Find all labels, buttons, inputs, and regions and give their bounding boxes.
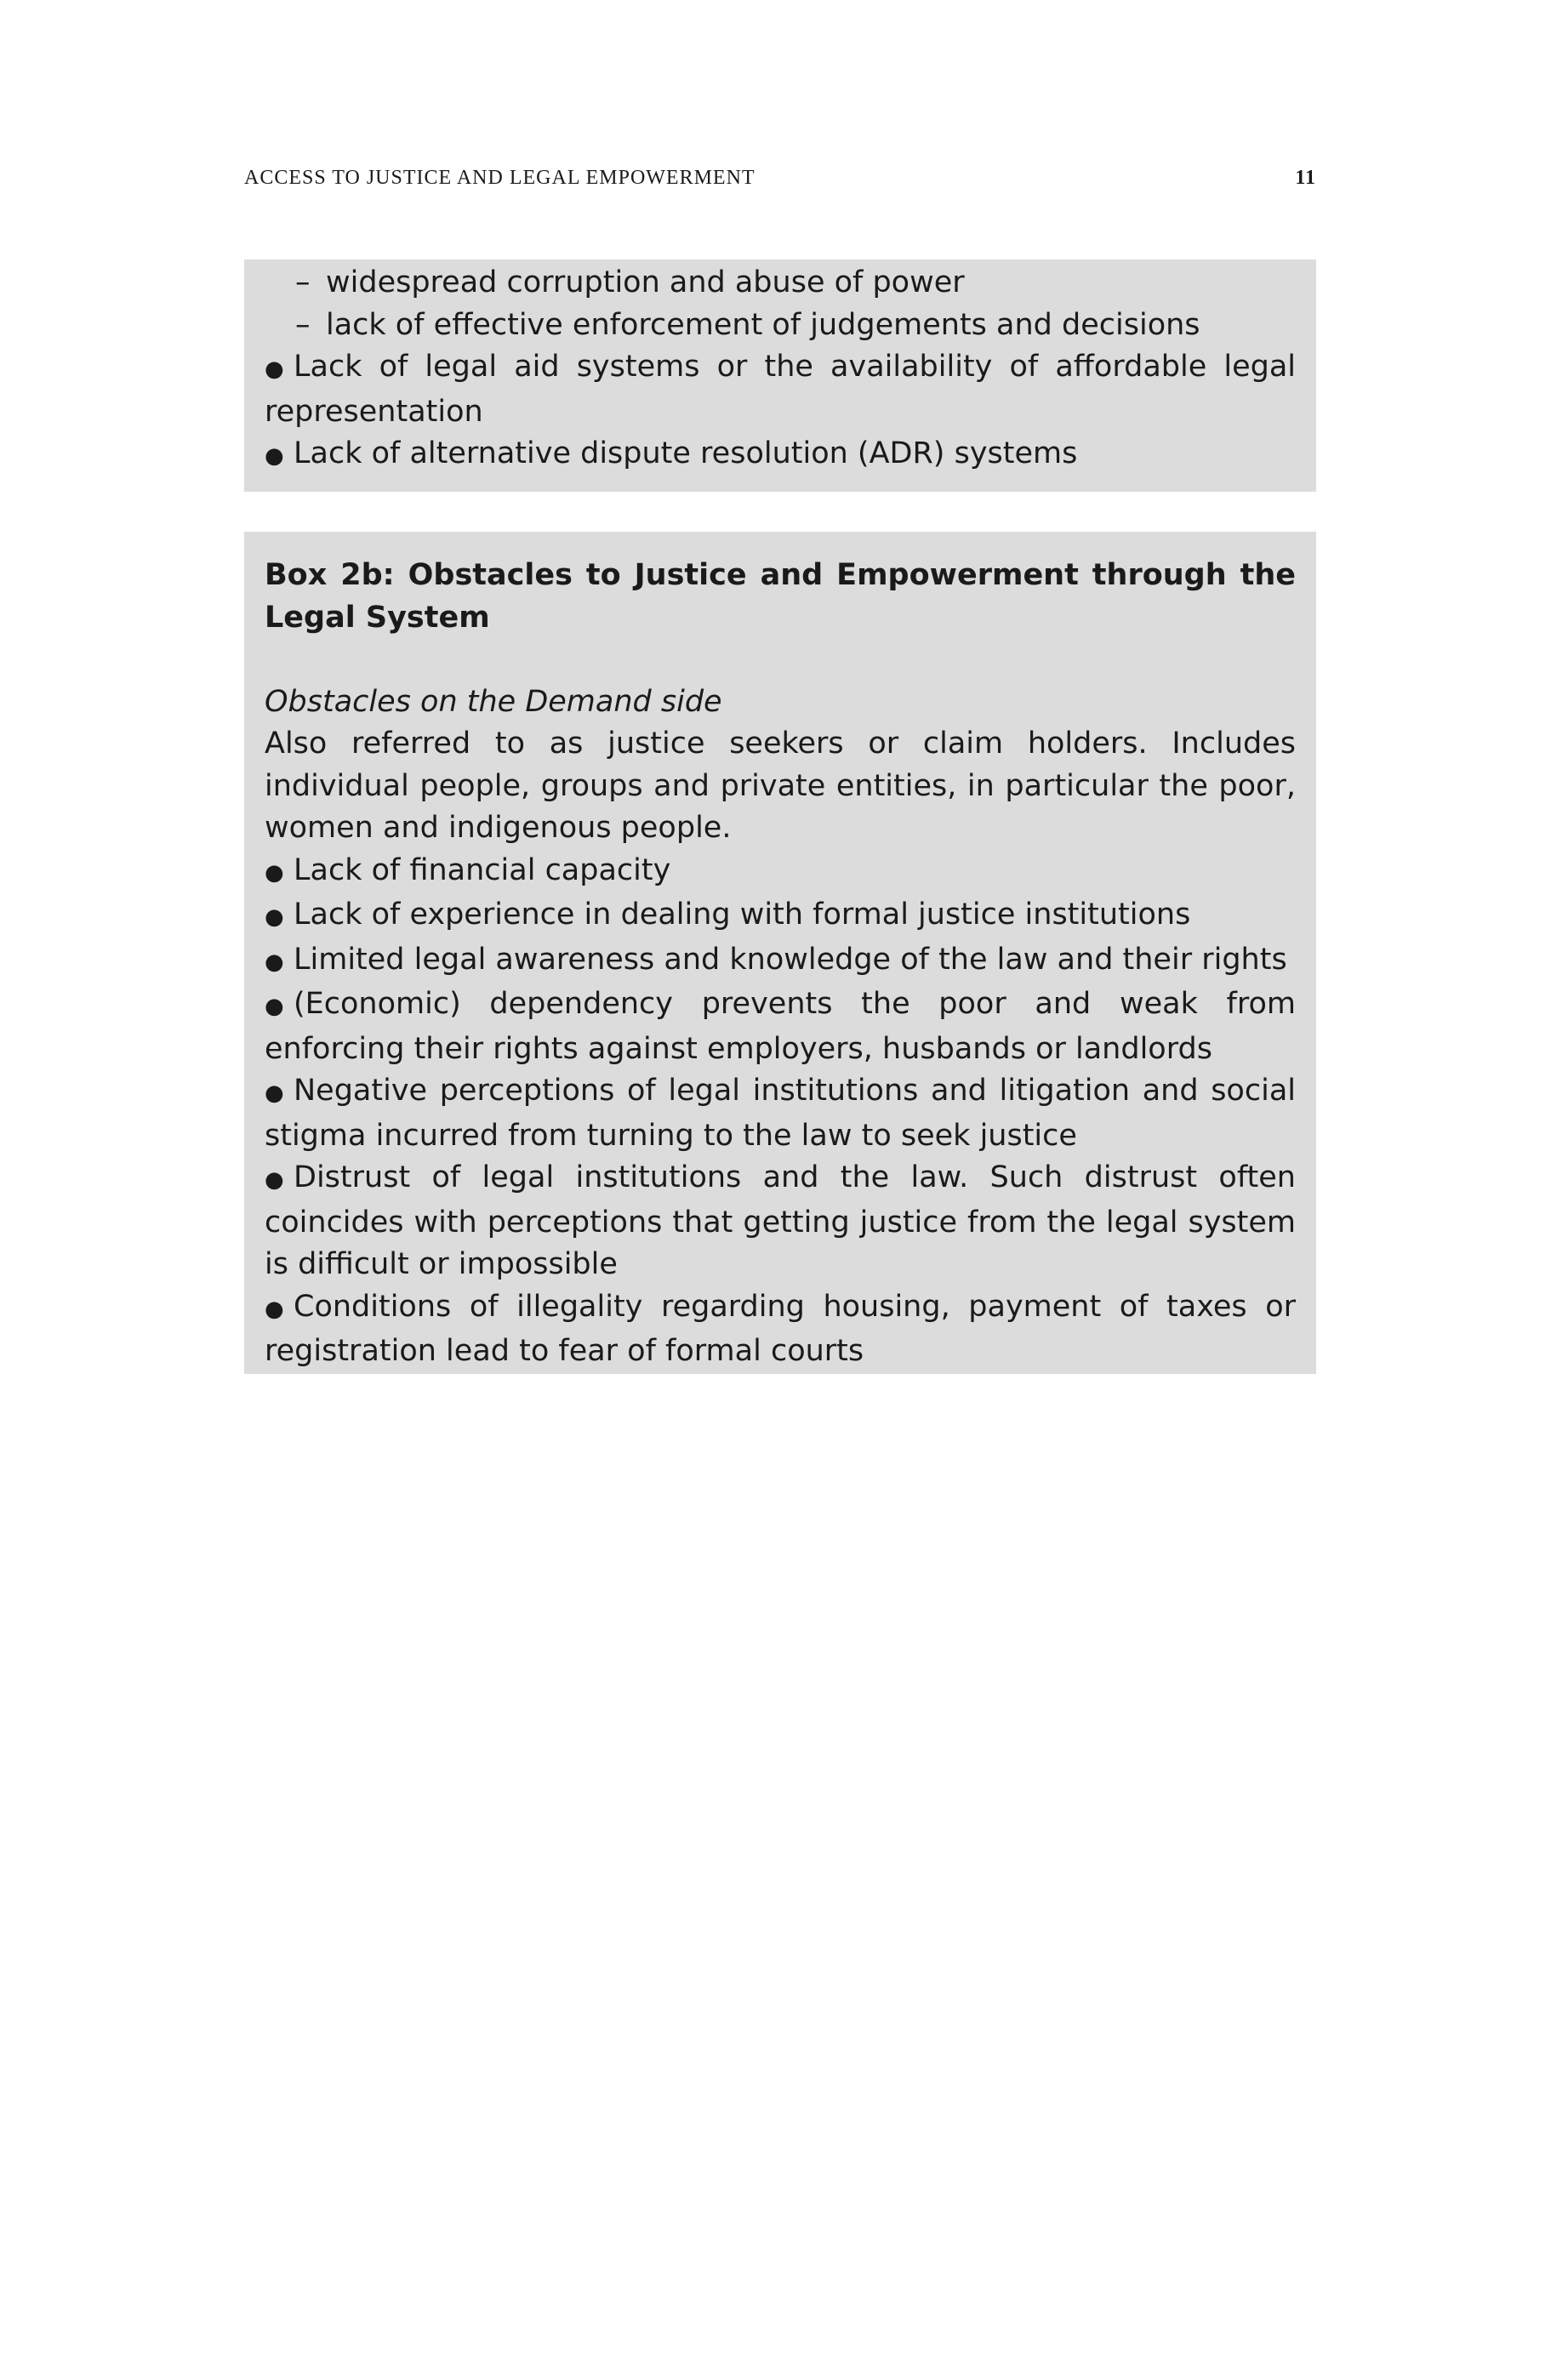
page-number: 11 — [1295, 167, 1316, 189]
dash-marker: – — [295, 307, 311, 342]
list-item-text: widespread corruption and abuse of power — [326, 265, 965, 299]
running-head-title: ACCESS TO JUSTICE AND LEGAL EMPOWERMENT — [244, 167, 755, 189]
bullet-icon: ● — [265, 994, 284, 1019]
spacer — [265, 639, 1296, 681]
list-item — [265, 894, 1296, 939]
list-item-text: Limited legal awareness and knowledge of the law and their rights — [294, 942, 1287, 977]
list-item — [265, 1286, 1296, 1373]
list-item — [265, 1070, 1296, 1157]
bullet-icon: ● — [265, 1080, 284, 1106]
list-item-text: (Economic) dependency prevents the poor and weak from enforcing their rights against employers, husbands or landlords — [265, 987, 1296, 1066]
bullet-icon: ● — [265, 859, 284, 886]
bullet-icon: ● — [265, 356, 284, 382]
dash-marker: – — [295, 265, 311, 299]
bullet-icon: ● — [265, 1296, 284, 1322]
list-item — [265, 346, 1296, 433]
list-item-text: Negative perceptions of legal institutions and litigation and social stigma incurred from turning to the law to seek justice — [265, 1074, 1296, 1153]
list-item — [265, 262, 1296, 305]
bullet-icon: ● — [265, 949, 284, 975]
box-subheading: Obstacles on the Demand side — [265, 684, 722, 719]
running-head — [244, 167, 1316, 197]
box-continued — [244, 259, 1316, 492]
box-heading: Box 2b: Obstacles to Justice and Empowerment through the Legal System — [265, 558, 1296, 635]
list-item-text: Distrust of legal institutions and the law. Such distrust often coincides with perceptions that getting justice from the legal system is difficult or impossible — [265, 1160, 1296, 1281]
list-item — [265, 1157, 1296, 1286]
list-item — [265, 305, 1296, 347]
box-2b — [244, 532, 1316, 1374]
bullet-icon: ● — [265, 1167, 284, 1193]
box-intro-paragraph: Also referred to as justice seekers or claim holders. Includes individual people, groups and private entities, in particular the poor, women and indigenous people. — [265, 727, 1296, 845]
list-item-text: Lack of experience in dealing with formal justice institutions — [294, 898, 1191, 932]
list-item-text: Lack of legal aid systems or the availability of affordable legal representation — [265, 350, 1296, 429]
bullet-icon: ● — [265, 904, 284, 930]
list-item-text: Lack of alternative dispute resolution (ADR) systems — [294, 436, 1078, 470]
list-item — [265, 939, 1296, 984]
list-item-text: Conditions of illegality regarding housing, payment of taxes or registration lead to fear of formal courts — [265, 1289, 1296, 1368]
list-item-text: Lack of financial capacity — [294, 852, 671, 887]
list-item — [265, 983, 1296, 1070]
list-item — [265, 433, 1296, 478]
list-item — [265, 850, 1296, 895]
list-item-text: lack of effective enforcement of judgements and decisions — [326, 307, 1200, 342]
bullet-icon: ● — [265, 443, 284, 469]
